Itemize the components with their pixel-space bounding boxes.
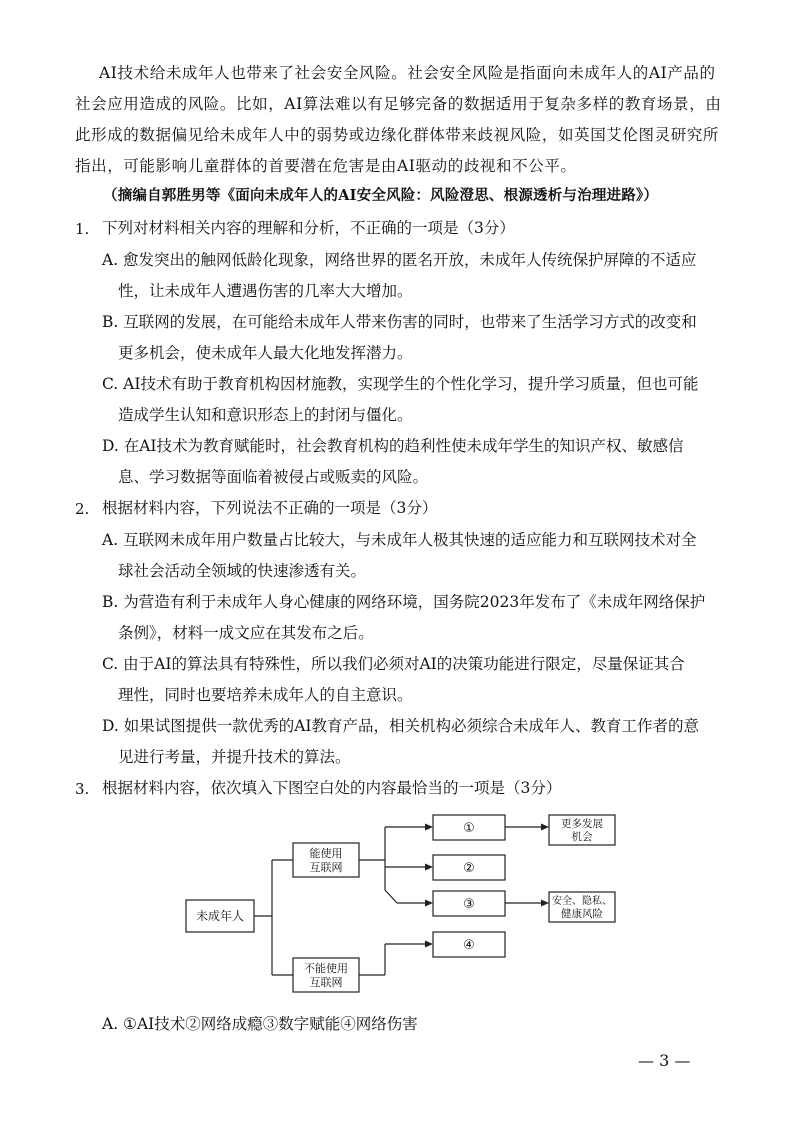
- diagram-blank-4: ④: [463, 938, 475, 953]
- flow-diagram: [180, 805, 640, 1000]
- q1-option-d-line-2: 息、学习数据等面临着被侵占或贩卖的风险。: [118, 468, 429, 486]
- question-2-stem: 根据材料内容，下列说法不正确的一项是（3分）: [102, 499, 438, 517]
- q1-option-d-line-1: D. 在AI技术为教育赋能时，社会教育机构的趋利性使未成年学生的知识产权、敏感信: [102, 437, 684, 455]
- diagram-blank-1: ①: [463, 821, 475, 836]
- q1-option-a-line-1: A. 愈发突出的触网低龄化现象，网络世界的匿名开放，未成年人传统保护屏障的不适应: [102, 251, 697, 269]
- question-2-number: 2.: [75, 500, 90, 518]
- q1-option-b-line-2: 更多机会，使未成年人最大化地发挥潜力。: [118, 344, 413, 362]
- passage-line-4: 指出，可能影响儿童群体的首要潜在危害是由AI驱动的歧视和不公平。: [75, 157, 577, 175]
- diagram-blank-3: ③: [463, 897, 475, 912]
- q2-option-b-line-1: B. 为营造有利于未成年人身心健康的网络环境，国务院2023年发布了《未成年网络保护: [102, 593, 706, 611]
- question-3-number: 3.: [75, 780, 90, 798]
- q1-option-c-line-1: C. AI技术有助于教育机构因材施教，实现学生的个性化学习，提升学习质量，但也可能: [102, 375, 699, 393]
- question-3-stem: 根据材料内容，依次填入下图空白处的内容最恰当的一项是（3分）: [102, 779, 562, 797]
- diagram-outcome-1-line-1: 更多发展: [561, 818, 603, 830]
- diagram-branch-no-line-1: 不能使用: [304, 962, 348, 975]
- q2-option-c-line-1: C. 由于AI的算法具有特殊性，所以我们必须对AI的决策功能进行限定，尽量保证其合: [102, 655, 685, 673]
- diagram-branch-yes-line-2: 互联网: [309, 861, 343, 874]
- diagram-outcome-3-line-1: 安全、隐私、: [552, 896, 612, 907]
- q3-option-a: A. ①AI技术②网络成瘾③数字赋能④网络伤害: [102, 1015, 418, 1033]
- q1-option-c-line-2: 造成学生认知和意识形态上的封闭与僵化。: [118, 406, 413, 424]
- q2-option-a-line-1: A. 互联网未成年用户数量占比较大，与未成年人极其快速的适应能力和互联网技术对全: [102, 531, 697, 549]
- diagram-branch-yes-line-1: 能使用: [309, 847, 343, 860]
- q1-option-b-line-1: B. 互联网的发展，在可能给未成年人带来伤害的同时，也带来了生活学习方式的改变和: [102, 313, 697, 331]
- q2-option-b-line-2: 条例》，材料一成文应在其发布之后。: [118, 624, 374, 642]
- diagram-blank-2: ②: [463, 861, 475, 876]
- diagram-outcome-3-line-2: 健康风险: [561, 908, 603, 920]
- passage-source: （摘编自郭胜男等《面向未成年人的AI安全风险：风险澄思、根源透析与治理进路》）: [103, 187, 659, 204]
- q2-option-a-line-2: 球社会活动全领域的快速渗透有关。: [118, 562, 367, 580]
- question-1-stem: 下列对材料相关内容的理解和分析，不正确的一项是（3分）: [102, 219, 515, 237]
- diagram-outcome-1-line-2: 机会: [571, 831, 593, 843]
- passage-line-1: AI技术给未成年人也带来了社会安全风险。社会安全风险是指面向未成年人的AI产品的: [99, 64, 716, 82]
- page-number: — 3 —: [638, 1051, 691, 1070]
- passage-line-2: 社会应用造成的风险。比如，AI算法难以有足够完备的数据适用于复杂多样的教育场景，由: [75, 95, 722, 113]
- question-1-number: 1.: [75, 220, 90, 238]
- q2-option-d-line-2: 见进行考量，并提升技术的算法。: [118, 748, 351, 766]
- q1-option-a-line-2: 性，让未成年人遭遇伤害的几率大大增加。: [118, 282, 413, 300]
- diagram-root-label: 未成年人: [195, 909, 245, 923]
- q2-option-d-line-1: D. 如果试图提供一款优秀的AI教育产品，相关机构必须综合未成年人、教育工作者的意: [102, 717, 700, 735]
- passage-line-3: 此形成的数据偏见给未成年人中的弱势或边缘化群体带来歧视风险，如英国艾伦图灵研究所: [75, 126, 720, 144]
- diagram-branch-no-line-2: 互联网: [309, 976, 343, 989]
- q2-option-c-line-2: 理性，同时也要培养未成年人的自主意识。: [118, 686, 413, 704]
